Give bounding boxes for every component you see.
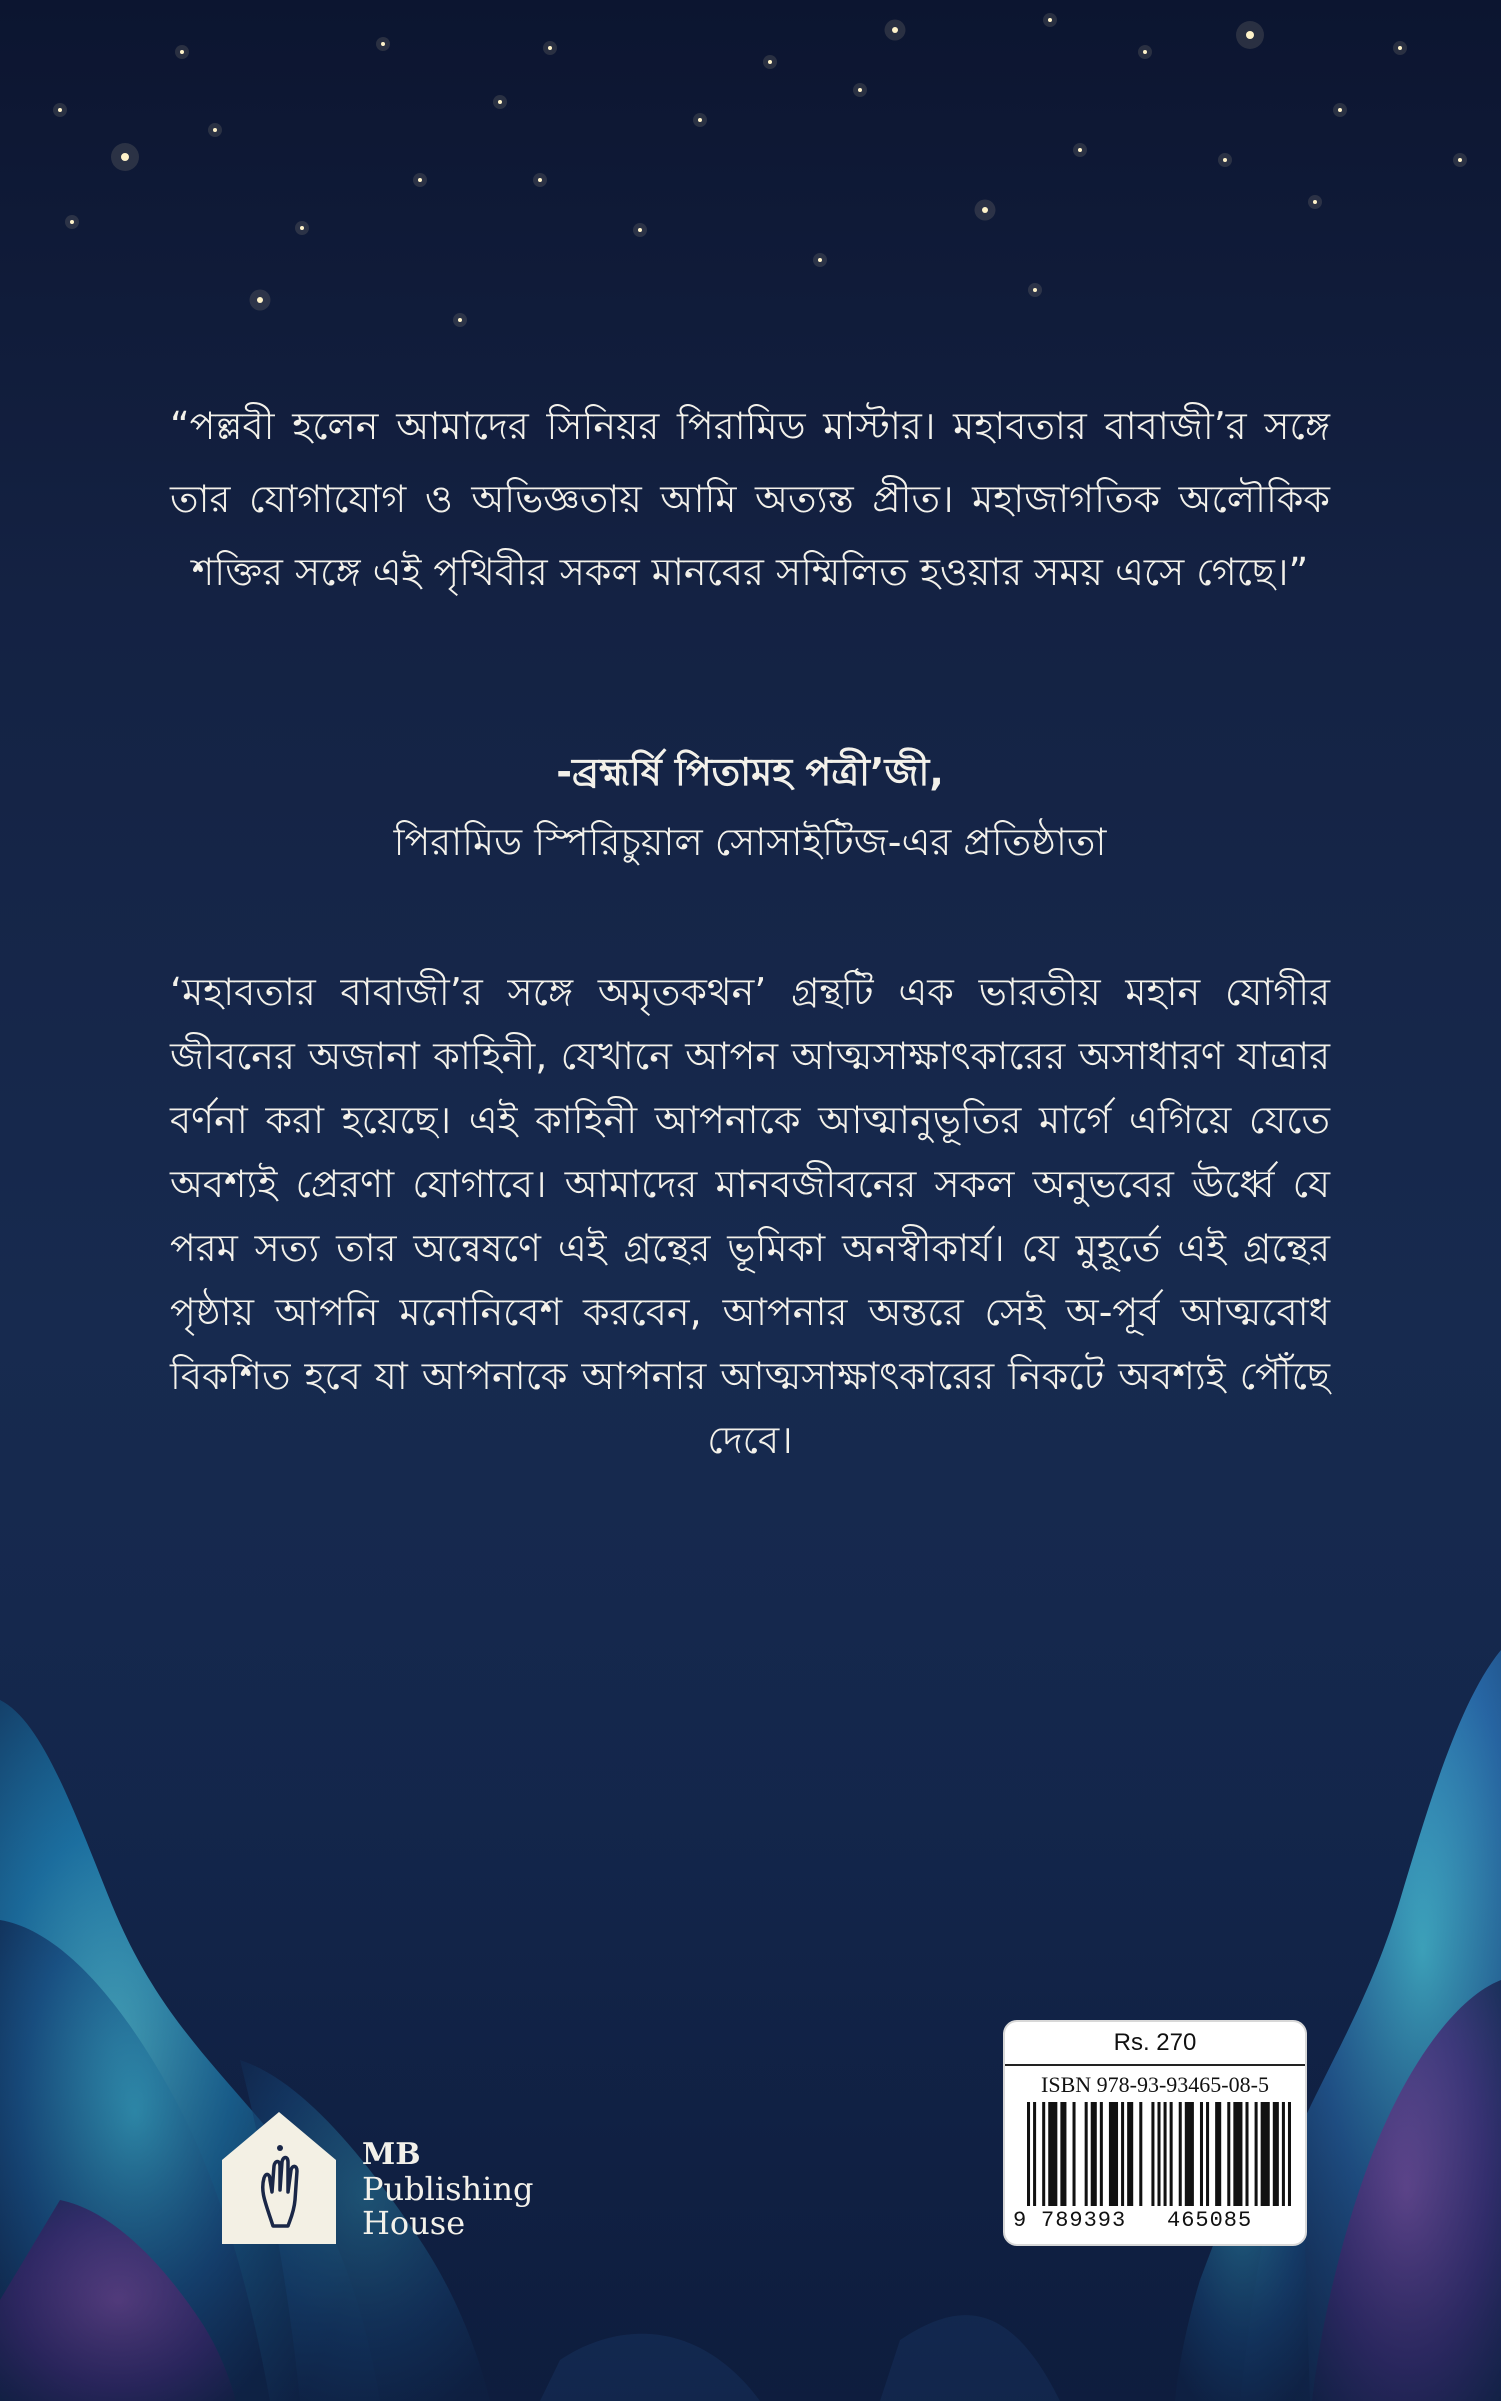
quote-attribution-name: -ব্রহ্মর্ষি পিতামহ পত্রী’জী, [556, 750, 944, 794]
book-blurb: ‘মহাবতার বাবাজী’র সঙ্গে অমৃতকথন’ গ্রন্থটি এক ভারতীয় মহান যোগীর জীবনের অজানা কাহিনী, যেখানে আপন আত্মসাক্ষাৎকারের অসাধারণ যাত্রার বর্ণনা করা হয়েছে। এই কাহিনী আপনাকে আত্মানুভূতির মার্গে এগিয়ে যেতে অবশ্যই প্রেরণা যোগাবে। আমাদের মানবজীবনের সকল অনুভবের ঊর্ধ্বে যে পরম সত্য তার অন্বেষণে এই গ্রন্থের ভূমিকা অনস্বীকার্য। যে মুহূর্তে এই গ্রন্থের পৃষ্ঠায় আপনি মনোনিবেশ করবেন, আপনার অন্তরে সেই অ-পূর্ব আত্মবোধ বিকশিত হবে যা আপনাকে আপনার আত্মসাক্ষাৎকারের নিকটে অবশ্যই পৌঁছে দেবে। [170, 970, 1330, 1462]
barcode-bar [1200, 2102, 1203, 2206]
hand-in-house-icon [218, 2108, 340, 2248]
barcode-bar [1027, 2102, 1030, 2206]
isbn-barcode-label [1003, 2020, 1307, 2246]
barcode-bar [1170, 2102, 1173, 2206]
barcode-bar [1100, 2102, 1103, 2206]
barcode-left-digits: 789393 [1041, 2208, 1127, 2233]
endorsement-quote [170, 390, 1330, 609]
barcode-bar [1091, 2102, 1097, 2206]
barcode-bar [1288, 2102, 1291, 2206]
barcode-bar [1227, 2102, 1230, 2206]
barcode-bar [1245, 2102, 1248, 2206]
barcode-bar [1139, 2102, 1142, 2206]
barcode-bars [1027, 2102, 1291, 2206]
barcode-bar [1261, 2102, 1270, 2206]
barcode-bar [1233, 2102, 1242, 2206]
barcode-bar [1121, 2102, 1124, 2206]
barcode-bar [1157, 2102, 1160, 2206]
barcode-bar [1085, 2102, 1088, 2206]
barcode-bar [1273, 2102, 1279, 2206]
barcode-bar [1042, 2102, 1045, 2206]
publisher-name-line3: House [362, 2204, 466, 2242]
quote-attribution-role: পিরামিড স্পিরিচুয়াল সোসাইটিজ-এর প্রতিষ্ঠাতা [393, 820, 1107, 864]
barcode-bar [1215, 2102, 1221, 2206]
barcode-right-digits: 465085 [1167, 2208, 1253, 2233]
barcode-bar [1255, 2102, 1258, 2206]
quote-text: “পল্লবী হলেন আমাদের সিনিয়র পিরামিড মাস্টার। মহাবতার বাবাজী’র সঙ্গে তার যোগাযোগ ও অভিজ্ঞতায় আমি অত্যন্ত প্রীত। মহাজাগতিক অলৌকিক শক্তির সঙ্গে এই পৃথিবীর সকল মানবের সম্মিলিত হওয়ার সময় এসে গেছে।” [170, 404, 1330, 594]
barcode-bar [1127, 2102, 1133, 2206]
barcode-bar [1282, 2102, 1285, 2206]
publisher-name-line2: Publishing [362, 2170, 534, 2208]
barcode-bar [1060, 2102, 1066, 2206]
isbn-number: ISBN 978-93-93465-08-5 [1041, 2072, 1269, 2097]
publisher-name-line1: MB [362, 2137, 421, 2172]
barcode-digits [1005, 2208, 1305, 2238]
barcode-bar [1151, 2102, 1154, 2206]
barcode-bar [1185, 2102, 1194, 2206]
barcode-bar [1033, 2102, 1036, 2206]
price-label: Rs. 270 [1005, 2022, 1305, 2066]
publisher-logo [218, 2108, 598, 2258]
barcode-bar [1048, 2102, 1057, 2206]
barcode-lead-digit: 9 [1013, 2208, 1027, 2233]
barcode-bar [1109, 2102, 1118, 2206]
barcode-bar [1164, 2102, 1167, 2206]
barcode-bar [1179, 2102, 1182, 2206]
barcode-bar [1073, 2102, 1076, 2206]
barcode-bar [1206, 2102, 1209, 2206]
publisher-name [362, 2138, 533, 2240]
